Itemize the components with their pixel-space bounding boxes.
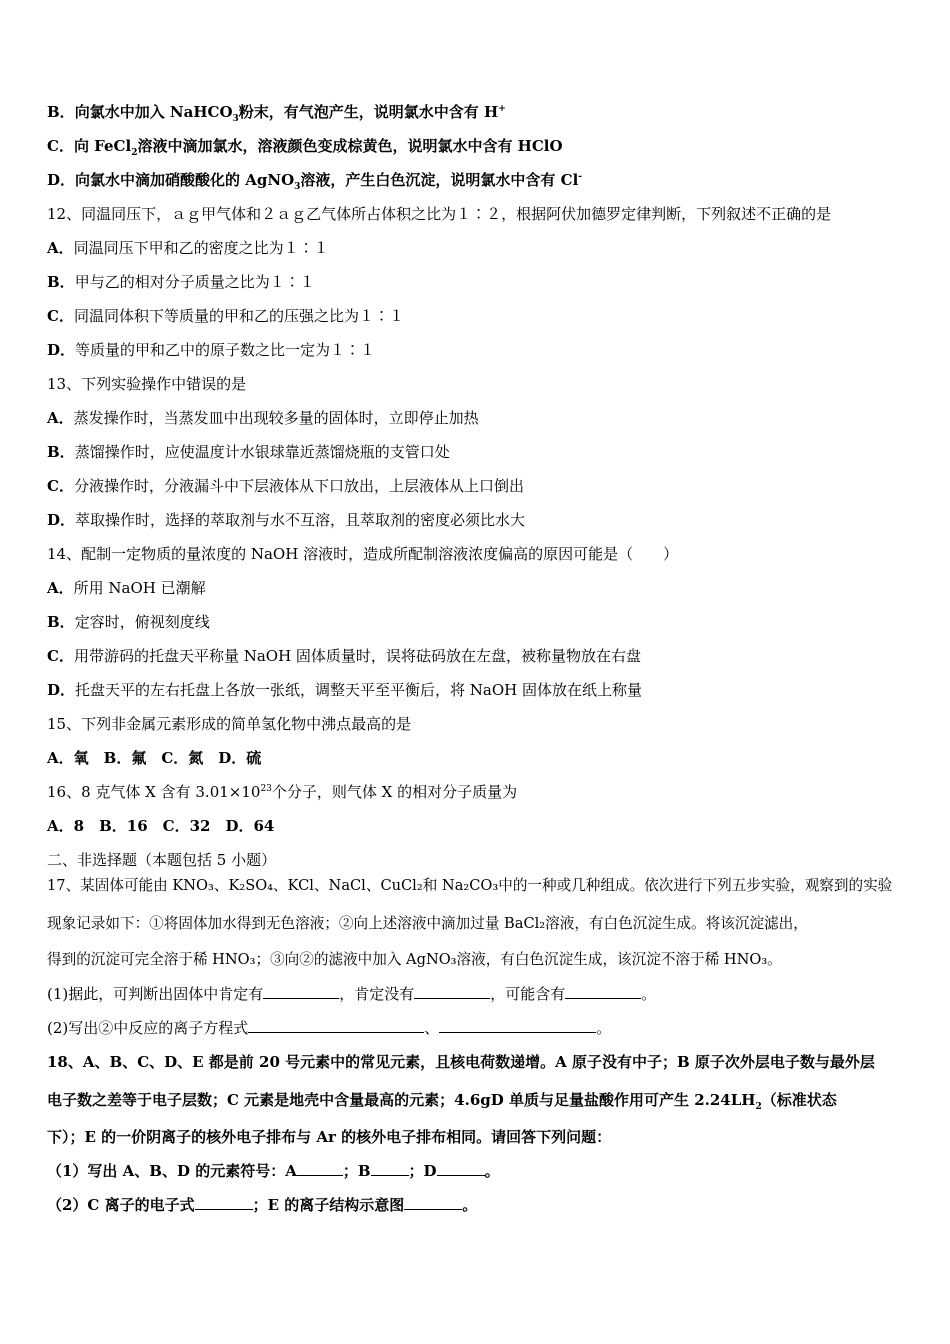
answer-blank[interactable]: [414, 984, 490, 999]
q13-option-a: A．蒸发操作时，当蒸发皿中出现较多量的固体时，立即停止加热: [47, 409, 479, 427]
q12-stem: 12、同温同压下，ａｇ甲气体和２ａｇ乙气体所占体积之比为１∶２，根据阿伏加德罗定律判断，下列叙述不正确的是: [47, 205, 832, 223]
q18-line-1: 18、A、B、C、D、E 都是前 20 号元素中的常见元素，且核电荷数递增。A 原子没有中子；B 原子次外层电子数与最外层: [47, 1053, 875, 1071]
q18-line-2: 电子数之差等于电子层数；C 元素是地壳中含量最高的元素；4.6gD 单质与足量盐酸作用可产生 $2.24LH_2$（标准状态: [47, 1091, 837, 1112]
q15-stem: 15、下列非金属元素形成的简单氢化物中沸点最高的是: [47, 715, 412, 733]
answer-blank[interactable]: [439, 1018, 596, 1033]
q13-stem: 13、下列实验操作中错误的是: [47, 375, 247, 393]
option-label: C．: [47, 137, 74, 155]
q18-part-2: （2）C 离子的电子式 ；E 的离子结构示意图 。: [47, 1196, 478, 1214]
q18-line-3: 下）；E 的一价阴离子的核外电子排布与 Ar 的核外电子排布相同。请回答下列问题：: [47, 1128, 612, 1146]
q15-options: A．氧 B．氟 C．氮 D．硫: [47, 749, 262, 767]
answer-blank[interactable]: [404, 1195, 462, 1210]
q13-option-d: D．萃取操作时，选择的萃取剂与水不互溶，且萃取剂的密度必须比水大: [47, 511, 526, 529]
option-label: B．: [47, 103, 75, 121]
answer-blank[interactable]: [263, 984, 339, 999]
answer-blank[interactable]: [565, 984, 641, 999]
q16-stem: 16、8 克气体 X 含有 $3.01\times 10^{23}$个分子，则气体 X 的相对分子质量为: [47, 783, 518, 801]
answer-blank[interactable]: [297, 1161, 343, 1176]
q11-option-c: C．向 FeCl$_2$溶液中滴加氯水，溶液颜色变成棕黄色，说明氯水中含有 HClO: [47, 137, 563, 158]
q17-line-3: 得到的沉淀可完全溶于稀 HNO₃；③向②的滤液中加入 AgNO₃溶液，有白色沉淀生成，该沉淀不溶于稀 HNO₃。: [47, 951, 782, 968]
q18-part-1: （1）写出 A、B、D 的元素符号：A ；B ；D 。: [47, 1162, 500, 1180]
answer-blank[interactable]: [371, 1161, 409, 1176]
q11-option-d: D．向氯水中滴加硝酸酸化的 AgNO$_3$溶液，产生白色沉淀，说明氯水中含有 Cl-: [47, 171, 583, 192]
q14-option-d: D．托盘天平的左右托盘上各放一张纸，调整天平至平衡后，将 NaOH 固体放在纸上称量: [47, 681, 643, 699]
q14-stem: 14、配制一定物质的量浓度的 NaOH 溶液时，造成所配制溶液浓度偏高的原因可能是（ ）: [47, 545, 679, 563]
q17-part-2: (2)写出②中反应的离子方程式 、 。: [47, 1019, 612, 1037]
option-label: D．: [47, 171, 76, 189]
q14-option-c: C．用带游码的托盘天平称量 NaOH 固体质量时，误将砝码放在左盘，被称量物放在右盘: [47, 647, 641, 665]
section-heading: 二、非选择题（本题包括 5 小题）: [47, 851, 277, 869]
answer-blank[interactable]: [248, 1018, 424, 1033]
answer-blank[interactable]: [437, 1161, 485, 1176]
q13-option-c: C．分液操作时，分液漏斗中下层液体从下口放出，上层液体从上口倒出: [47, 477, 524, 495]
q17-line-2: 现象记录如下：①将固体加水得到无色溶液；②向上述溶液中滴加过量 BaCl₂溶液，有白色沉淀生成。将该沉淀滤出，: [47, 915, 808, 932]
q11-option-b: B．向氯水中加入 NaHCO$_3$粉末，有气泡产生，说明氯水中含有 H+: [47, 103, 506, 124]
q12-option-a: A．同温同压下甲和乙的密度之比为１∶１: [47, 239, 329, 257]
q14-option-b: B．定容时，俯视刻度线: [47, 613, 210, 631]
answer-blank[interactable]: [195, 1195, 253, 1210]
q12-option-d: D．等质量的甲和乙中的原子数之比一定为１∶１: [47, 341, 376, 359]
q16-options: A．8 B．16 C．32 D．64: [47, 817, 275, 835]
q12-option-c: C．同温同体积下等质量的甲和乙的压强之比为１∶１: [47, 307, 404, 325]
q17-line-1: 17、某固体可能由 KNO₃、K₂SO₄、KCl、NaCl、CuCl₂和 Na₂CO₃中的一种或几种组成。依次进行下列五步实验，观察到的实验: [47, 877, 893, 894]
q14-option-a: A．所用 NaOH 已潮解: [47, 579, 206, 597]
q12-option-b: B．甲与乙的相对分子质量之比为１∶１: [47, 273, 315, 291]
q13-option-b: B．蒸馏操作时，应使温度计水银球靠近蒸馏烧瓶的支管口处: [47, 443, 450, 461]
q17-part-1: (1)据此，可判断出固体中肯定有 ，肯定没有 ，可能含有 。: [47, 985, 657, 1003]
